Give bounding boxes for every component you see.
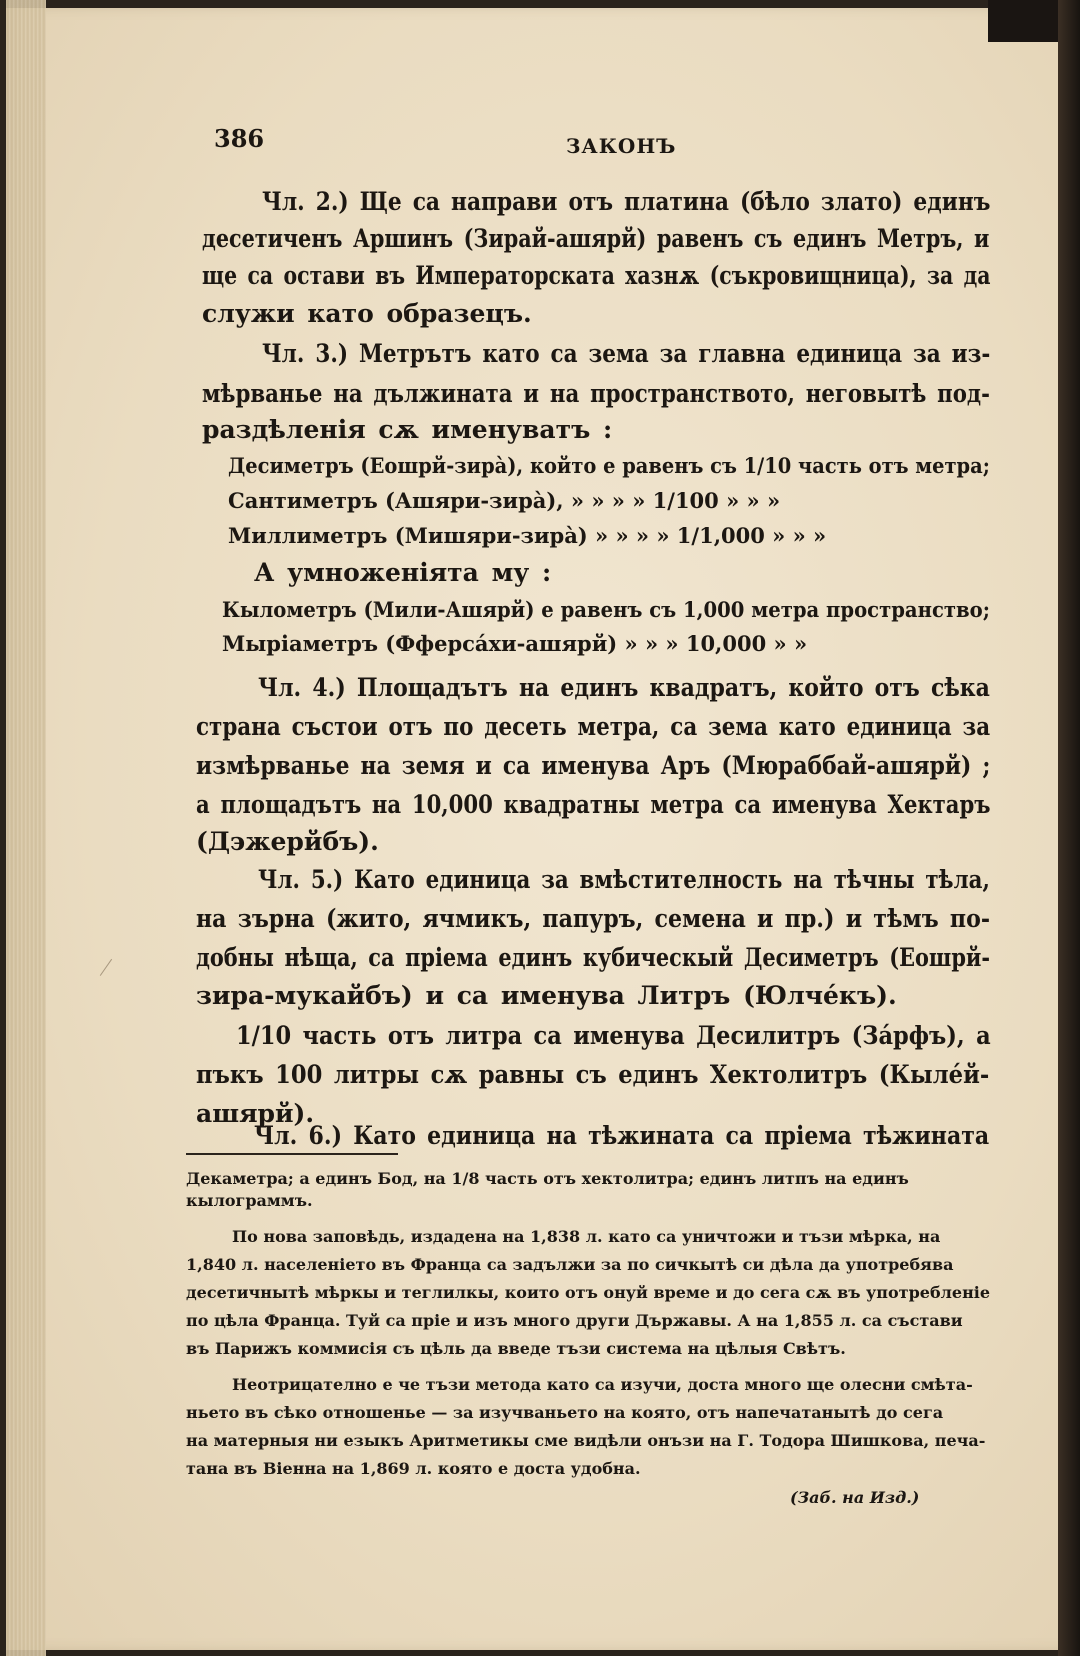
body-line: Чл. 3.) Метрътъ като са зема за главна единица за из- [262, 339, 991, 368]
body-line: мѣрванье на дължината и на пространството, неговытѣ под- [202, 379, 990, 408]
body-line: на зърна (жито, ячмикъ, папуръ, семена и пр.) и тѣмъ по- [196, 904, 991, 933]
running-title: ЗАКОНЪ [566, 134, 677, 158]
footnote-line: тана въ Віенна на 1,869 л. която е доста удобна. [186, 1459, 641, 1478]
footnote-line: ньето въ сѣко отношенье — за изучваньето на която, отъ напечатанытѣ до сега [186, 1403, 944, 1422]
body-line: зира-мукайбъ) и са именува Литръ (Юлчéкъ). [196, 981, 897, 1010]
footnote-line: 1,840 л. населеніето въ Франца са задължи за по сичкытѣ си дѣла да употребява [186, 1255, 954, 1274]
multiples-heading: А умноженіята му : [254, 558, 552, 587]
footnote-line: по цѣла Франца. Туй са пріе и изъ много други Държавы. А на 1,855 л. са състави [186, 1311, 963, 1330]
body-line: Чл. 4.) Площадътъ на единъ квадратъ, който отъ сѣка [258, 673, 990, 702]
body-line: Чл. 5.) Като единица за вмѣстителность на тѣчны тѣла, [258, 865, 990, 894]
body-line: измѣрванье на земя и са именува Аръ (Мюраббай-ашярй) ; [196, 751, 991, 780]
body-line: десетиченъ Аршинъ (Зирай-ашярй) равенъ съ единъ Метръ, и [202, 224, 990, 253]
body-line: 1/10 часть отъ литра са именува Десилитръ (Зáрфъ), а [236, 1021, 991, 1050]
body-line: (Дэжерйбъ). [196, 827, 379, 856]
body-line: Чл. 2.) Ще са направи отъ платина (бѣло злато) единъ [262, 187, 991, 216]
body-line: пъкъ 100 литры сѫ равны съ единъ Хектолитръ (Кылéй- [196, 1060, 990, 1089]
footnote-line: Неотрицателно е че тъзи метода като са изучи, доста много ще олесни смѣта- [232, 1375, 973, 1394]
body-line: страна състои отъ по десеть метра, са зема като единица за [196, 712, 991, 741]
body-line: раздѣленія сѫ именуватъ : [202, 415, 613, 444]
subdivision-row: Десиметръ (Еошрй-зирà), който е равенъ съ 1/10 часть отъ метра; [228, 453, 990, 478]
body-line: добны нѣща, са пріема единъ кубическый Десиметръ (Еошрй- [196, 943, 991, 972]
multiple-row: Кылометръ (Мили-Ашярй) е равенъ съ 1,000 метра пространство; [222, 597, 990, 622]
footnote-line: въ Парижъ коммисія съ цѣль да введе тъзи система на цѣлыя Свѣтъ. [186, 1339, 846, 1358]
footnote-line: на матерныя ни езыкъ Аритметикы сме видѣли онъзи на Г. Тодора Шишкова, печа- [186, 1431, 986, 1450]
body-line: ще са остави въ Императорската хазнѫ (съкровищница), за да [202, 261, 991, 290]
body-line: ашярй). [196, 1099, 315, 1128]
footnote-line: кылограммъ. [186, 1191, 313, 1210]
footnote-signature: (Заб. на Изд.) [790, 1488, 920, 1507]
body-line: Чл. 6.) Като единица на тѣжината са пріема тѣжината [254, 1121, 990, 1150]
subdivision-row: Сантиметръ (Ашяри-зирà), » » » » 1/100 » » » [228, 488, 781, 513]
footnote-line: десетичнытѣ мѣркы и теглилкы, които отъ онуй време и до сега сѫ въ употребленіе [186, 1283, 991, 1302]
body-line: а площадътъ на 10,000 квадратны метра са именува Хектаръ [196, 790, 991, 819]
footnote-line: По нова заповѣдь, издадена на 1,838 л. като са уничтожи и тъзи мѣрка, на [232, 1227, 941, 1246]
multiple-row: Мыріаметръ (Фферсáхи-ашярй) » » » 10,000 » » [222, 631, 808, 656]
body-line: служи като образецъ. [202, 299, 532, 328]
footnote-divider [186, 1153, 398, 1155]
subdivision-row: Миллиметръ (Мишяри-зирà) » » » » 1/1,000 » » » [228, 523, 827, 548]
page-number: 386 [214, 124, 265, 153]
footnote-line: Декаметра; а единъ Бод, на 1/8 часть отъ хектолитра; единъ литпъ на единъ [186, 1169, 909, 1188]
